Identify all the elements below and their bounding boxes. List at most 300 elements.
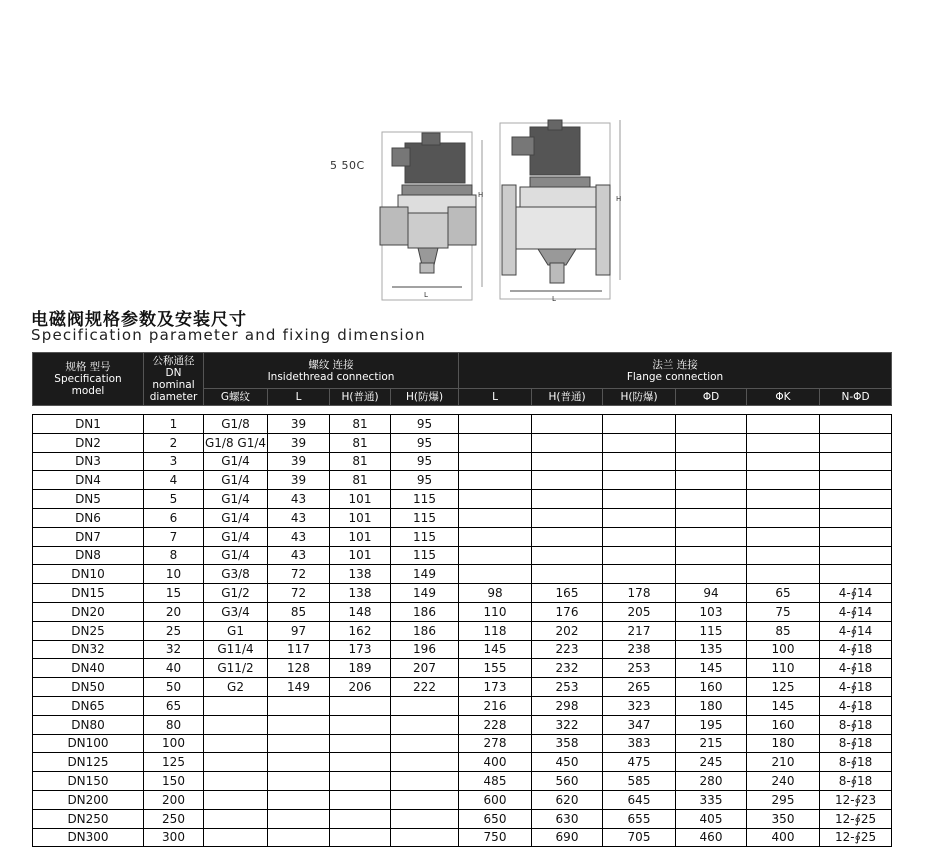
cell-phi-k bbox=[747, 527, 820, 546]
cell-thread-h-explosion-proof: 115 bbox=[391, 490, 459, 509]
cell-thread-h-normal: 173 bbox=[330, 640, 391, 659]
header-flange-l: L bbox=[459, 389, 532, 406]
cell-n-phi-d bbox=[820, 433, 892, 452]
cell-thread-l bbox=[268, 715, 330, 734]
cell-dn: 200 bbox=[144, 790, 204, 809]
cell-phi-d bbox=[676, 508, 747, 527]
header-phi-k: ΦK bbox=[747, 389, 820, 406]
cell-g-thread: G2 bbox=[204, 678, 268, 697]
cell-g-thread: G11/2 bbox=[204, 659, 268, 678]
cell-flange-h-explosion-proof bbox=[603, 546, 676, 565]
title-chinese: 电磁阀规格参数及安装尺寸 bbox=[31, 310, 247, 330]
cell-thread-h-normal: 81 bbox=[330, 433, 391, 452]
header-dn: 公称通径 DN nominal diameter bbox=[144, 353, 204, 406]
header-phi-d: ΦD bbox=[676, 389, 747, 406]
cell-thread-l bbox=[268, 809, 330, 828]
cell-phi-d: 335 bbox=[676, 790, 747, 809]
cell-g-thread: G1/4 bbox=[204, 490, 268, 509]
cell-flange-h-explosion-proof bbox=[603, 471, 676, 490]
cell-model: DN300 bbox=[33, 828, 144, 847]
cell-phi-d bbox=[676, 490, 747, 509]
cell-model: DN40 bbox=[33, 659, 144, 678]
cell-model: DN1 bbox=[33, 415, 144, 434]
cell-g-thread bbox=[204, 715, 268, 734]
cell-phi-k bbox=[747, 452, 820, 471]
cell-flange-h-explosion-proof: 645 bbox=[603, 790, 676, 809]
dimension-h-left: H bbox=[478, 191, 484, 199]
cell-thread-h-normal: 101 bbox=[330, 527, 391, 546]
cell-g-thread bbox=[204, 790, 268, 809]
cell-dn: 4 bbox=[144, 471, 204, 490]
cell-g-thread bbox=[204, 828, 268, 847]
cell-phi-d: 115 bbox=[676, 621, 747, 640]
cell-flange-l bbox=[459, 546, 532, 565]
cell-n-phi-d: 12-∮23 bbox=[820, 790, 892, 809]
table-row bbox=[33, 546, 892, 565]
cell-flange-h-explosion-proof: 383 bbox=[603, 734, 676, 753]
table-row bbox=[33, 527, 892, 546]
cell-flange-l: 216 bbox=[459, 696, 532, 715]
cell-g-thread: G1/4 bbox=[204, 546, 268, 565]
cell-dn: 65 bbox=[144, 696, 204, 715]
cell-flange-h-normal: 232 bbox=[532, 659, 603, 678]
cell-n-phi-d: 12-∮25 bbox=[820, 809, 892, 828]
cell-dn: 125 bbox=[144, 753, 204, 772]
cell-flange-h-explosion-proof: 655 bbox=[603, 809, 676, 828]
cell-n-phi-d: 8-∮18 bbox=[820, 772, 892, 791]
cell-g-thread bbox=[204, 772, 268, 791]
cell-thread-h-normal: 206 bbox=[330, 678, 391, 697]
cell-phi-k: 210 bbox=[747, 753, 820, 772]
cell-phi-k: 350 bbox=[747, 809, 820, 828]
cell-thread-h-explosion-proof: 115 bbox=[391, 527, 459, 546]
table-row bbox=[33, 471, 892, 490]
cell-flange-h-explosion-proof bbox=[603, 433, 676, 452]
cell-thread-h-normal bbox=[330, 696, 391, 715]
cell-model: DN2 bbox=[33, 433, 144, 452]
cell-thread-h-explosion-proof: 186 bbox=[391, 602, 459, 621]
cell-model: DN32 bbox=[33, 640, 144, 659]
cell-flange-h-normal: 450 bbox=[532, 753, 603, 772]
cell-thread-h-explosion-proof bbox=[391, 696, 459, 715]
cell-flange-h-normal: 298 bbox=[532, 696, 603, 715]
table-row bbox=[33, 640, 892, 659]
cell-thread-h-explosion-proof: 149 bbox=[391, 565, 459, 584]
cell-thread-l: 85 bbox=[268, 602, 330, 621]
table-row bbox=[33, 415, 892, 434]
cell-model: DN8 bbox=[33, 546, 144, 565]
table-row bbox=[33, 508, 892, 527]
cell-model: DN80 bbox=[33, 715, 144, 734]
cell-flange-l bbox=[459, 433, 532, 452]
cell-flange-h-normal bbox=[532, 565, 603, 584]
cell-n-phi-d bbox=[820, 546, 892, 565]
cell-flange-h-explosion-proof: 265 bbox=[603, 678, 676, 697]
table-row bbox=[33, 659, 892, 678]
cell-flange-h-normal bbox=[532, 490, 603, 509]
cell-thread-l: 72 bbox=[268, 584, 330, 603]
cell-phi-d: 94 bbox=[676, 584, 747, 603]
cell-thread-h-explosion-proof: 196 bbox=[391, 640, 459, 659]
cell-model: DN250 bbox=[33, 809, 144, 828]
cell-flange-h-explosion-proof: 217 bbox=[603, 621, 676, 640]
cell-flange-h-normal bbox=[532, 452, 603, 471]
cell-thread-l: 39 bbox=[268, 452, 330, 471]
cell-dn: 32 bbox=[144, 640, 204, 659]
cell-g-thread bbox=[204, 696, 268, 715]
title-english: Specification parameter and fixing dimension bbox=[31, 326, 426, 344]
cell-n-phi-d: 4-∮14 bbox=[820, 621, 892, 640]
cell-flange-l: 485 bbox=[459, 772, 532, 791]
table-row bbox=[33, 715, 892, 734]
cell-flange-l: 750 bbox=[459, 828, 532, 847]
cell-model: DN200 bbox=[33, 790, 144, 809]
cell-phi-k: 295 bbox=[747, 790, 820, 809]
header-model: 规格 型号 Specification model bbox=[33, 353, 144, 406]
cell-thread-h-normal bbox=[330, 753, 391, 772]
cell-flange-h-normal: 253 bbox=[532, 678, 603, 697]
cell-model: DN25 bbox=[33, 621, 144, 640]
cell-phi-k bbox=[747, 471, 820, 490]
cell-n-phi-d: 8-∮18 bbox=[820, 734, 892, 753]
cell-n-phi-d bbox=[820, 508, 892, 527]
cell-thread-h-normal bbox=[330, 809, 391, 828]
cell-flange-h-explosion-proof bbox=[603, 490, 676, 509]
cell-model: DN150 bbox=[33, 772, 144, 791]
cell-dn: 150 bbox=[144, 772, 204, 791]
header-g-thread: G螺纹 bbox=[204, 389, 268, 406]
cell-phi-k: 110 bbox=[747, 659, 820, 678]
cell-thread-l: 72 bbox=[268, 565, 330, 584]
cell-flange-h-normal: 630 bbox=[532, 809, 603, 828]
cell-flange-l bbox=[459, 565, 532, 584]
cell-phi-k: 125 bbox=[747, 678, 820, 697]
cell-model: DN15 bbox=[33, 584, 144, 603]
cell-phi-d: 405 bbox=[676, 809, 747, 828]
cell-model: DN65 bbox=[33, 696, 144, 715]
cell-n-phi-d: 4-∮18 bbox=[820, 640, 892, 659]
cell-g-thread bbox=[204, 734, 268, 753]
cell-flange-l bbox=[459, 415, 532, 434]
table-header bbox=[33, 353, 892, 406]
cell-g-thread: G1/4 bbox=[204, 527, 268, 546]
cell-flange-h-explosion-proof bbox=[603, 415, 676, 434]
cell-dn: 300 bbox=[144, 828, 204, 847]
header-thread-h-normal: H(普通) bbox=[330, 389, 391, 406]
cell-dn: 100 bbox=[144, 734, 204, 753]
cell-g-thread: G3/8 bbox=[204, 565, 268, 584]
cell-flange-h-normal bbox=[532, 527, 603, 546]
cell-flange-h-normal: 620 bbox=[532, 790, 603, 809]
cell-phi-d: 103 bbox=[676, 602, 747, 621]
cell-phi-k bbox=[747, 490, 820, 509]
cell-flange-h-normal: 690 bbox=[532, 828, 603, 847]
cell-flange-h-explosion-proof: 178 bbox=[603, 584, 676, 603]
cell-thread-h-normal: 148 bbox=[330, 602, 391, 621]
cell-g-thread: G3/4 bbox=[204, 602, 268, 621]
cell-g-thread bbox=[204, 809, 268, 828]
cell-dn: 10 bbox=[144, 565, 204, 584]
cell-flange-h-normal bbox=[532, 471, 603, 490]
cell-thread-h-normal: 101 bbox=[330, 490, 391, 509]
cell-model: DN5 bbox=[33, 490, 144, 509]
cell-n-phi-d bbox=[820, 452, 892, 471]
cell-flange-h-explosion-proof: 705 bbox=[603, 828, 676, 847]
cell-n-phi-d bbox=[820, 415, 892, 434]
table-row bbox=[33, 452, 892, 471]
cell-dn: 8 bbox=[144, 546, 204, 565]
cell-thread-h-explosion-proof bbox=[391, 772, 459, 791]
table-row bbox=[33, 790, 892, 809]
cell-phi-k: 145 bbox=[747, 696, 820, 715]
cell-thread-h-normal: 138 bbox=[330, 565, 391, 584]
cell-flange-l: 278 bbox=[459, 734, 532, 753]
cell-phi-d: 160 bbox=[676, 678, 747, 697]
cell-flange-h-normal bbox=[532, 546, 603, 565]
cell-model: DN125 bbox=[33, 753, 144, 772]
cell-n-phi-d: 4-∮18 bbox=[820, 696, 892, 715]
cell-flange-l bbox=[459, 508, 532, 527]
cell-phi-k: 85 bbox=[747, 621, 820, 640]
cell-flange-l: 650 bbox=[459, 809, 532, 828]
cell-dn: 2 bbox=[144, 433, 204, 452]
cell-flange-l bbox=[459, 527, 532, 546]
cell-thread-h-normal: 189 bbox=[330, 659, 391, 678]
cell-thread-l: 43 bbox=[268, 508, 330, 527]
cell-model: DN6 bbox=[33, 508, 144, 527]
cell-phi-k bbox=[747, 433, 820, 452]
cell-flange-l: 145 bbox=[459, 640, 532, 659]
cell-phi-k: 65 bbox=[747, 584, 820, 603]
header-thread-h-explosion-proof: H(防爆) bbox=[391, 389, 459, 406]
cell-phi-d bbox=[676, 527, 747, 546]
cell-thread-h-normal: 162 bbox=[330, 621, 391, 640]
header-flange-h-explosion-proof: H(防爆) bbox=[603, 389, 676, 406]
header-flange-h-normal: H(普通) bbox=[532, 389, 603, 406]
cell-model: DN10 bbox=[33, 565, 144, 584]
cell-flange-l bbox=[459, 490, 532, 509]
cell-flange-l: 173 bbox=[459, 678, 532, 697]
dimension-l-left: L bbox=[424, 291, 428, 299]
cell-thread-l bbox=[268, 696, 330, 715]
cell-n-phi-d: 4-∮18 bbox=[820, 678, 892, 697]
cell-phi-k: 100 bbox=[747, 640, 820, 659]
cell-dn: 20 bbox=[144, 602, 204, 621]
cell-flange-l bbox=[459, 471, 532, 490]
table-row bbox=[33, 678, 892, 697]
cell-thread-h-normal bbox=[330, 790, 391, 809]
cell-phi-d: 245 bbox=[676, 753, 747, 772]
header-flange-connection: 法兰 连接 Flange connection bbox=[459, 353, 892, 389]
cell-phi-d: 215 bbox=[676, 734, 747, 753]
valve-drawings bbox=[330, 115, 640, 305]
header-thread-l: L bbox=[268, 389, 330, 406]
cell-model: DN20 bbox=[33, 602, 144, 621]
cell-phi-d bbox=[676, 471, 747, 490]
cell-thread-l: 43 bbox=[268, 527, 330, 546]
cell-flange-h-normal: 165 bbox=[532, 584, 603, 603]
cell-flange-h-normal: 223 bbox=[532, 640, 603, 659]
cell-phi-k bbox=[747, 415, 820, 434]
cell-thread-l: 39 bbox=[268, 433, 330, 452]
cell-thread-h-normal: 138 bbox=[330, 584, 391, 603]
cell-g-thread: G11/4 bbox=[204, 640, 268, 659]
cell-phi-k bbox=[747, 546, 820, 565]
cell-phi-k bbox=[747, 508, 820, 527]
cell-phi-d: 280 bbox=[676, 772, 747, 791]
cell-phi-d: 180 bbox=[676, 696, 747, 715]
cell-thread-h-explosion-proof bbox=[391, 828, 459, 847]
cell-thread-l bbox=[268, 753, 330, 772]
solenoid-valve-drawings bbox=[330, 115, 640, 305]
header-n-phi-d: N-ΦD bbox=[820, 389, 892, 406]
cell-n-phi-d: 8-∮18 bbox=[820, 753, 892, 772]
cell-thread-l: 39 bbox=[268, 471, 330, 490]
cell-thread-l bbox=[268, 772, 330, 791]
cell-thread-l: 43 bbox=[268, 546, 330, 565]
cell-thread-l bbox=[268, 828, 330, 847]
cell-thread-h-explosion-proof: 95 bbox=[391, 452, 459, 471]
cell-thread-h-explosion-proof: 95 bbox=[391, 415, 459, 434]
cell-thread-h-normal: 101 bbox=[330, 546, 391, 565]
cell-thread-h-normal bbox=[330, 715, 391, 734]
table-row bbox=[33, 753, 892, 772]
cell-dn: 5 bbox=[144, 490, 204, 509]
cell-phi-k: 180 bbox=[747, 734, 820, 753]
cell-thread-h-explosion-proof: 222 bbox=[391, 678, 459, 697]
cell-flange-h-explosion-proof bbox=[603, 508, 676, 527]
cell-dn: 1 bbox=[144, 415, 204, 434]
cell-flange-h-explosion-proof: 347 bbox=[603, 715, 676, 734]
cell-thread-l: 128 bbox=[268, 659, 330, 678]
table-spacer bbox=[33, 406, 892, 415]
cell-flange-h-normal bbox=[532, 433, 603, 452]
cell-thread-h-explosion-proof: 95 bbox=[391, 433, 459, 452]
cell-flange-h-explosion-proof: 205 bbox=[603, 602, 676, 621]
cell-g-thread: G1/4 bbox=[204, 471, 268, 490]
cell-thread-h-normal: 81 bbox=[330, 415, 391, 434]
cell-g-thread: G1/4 bbox=[204, 508, 268, 527]
cell-thread-l: 117 bbox=[268, 640, 330, 659]
cell-thread-h-normal bbox=[330, 772, 391, 791]
cell-thread-l: 97 bbox=[268, 621, 330, 640]
cell-phi-d: 460 bbox=[676, 828, 747, 847]
cell-thread-l bbox=[268, 790, 330, 809]
cell-dn: 7 bbox=[144, 527, 204, 546]
cell-phi-k: 160 bbox=[747, 715, 820, 734]
threaded-valve-drawing bbox=[380, 132, 482, 300]
table-row bbox=[33, 490, 892, 509]
cell-g-thread: G1/4 bbox=[204, 452, 268, 471]
cell-n-phi-d bbox=[820, 490, 892, 509]
cell-phi-d bbox=[676, 452, 747, 471]
cell-phi-d bbox=[676, 433, 747, 452]
cell-thread-h-explosion-proof: 186 bbox=[391, 621, 459, 640]
cell-flange-h-explosion-proof: 585 bbox=[603, 772, 676, 791]
cell-thread-l: 43 bbox=[268, 490, 330, 509]
cell-thread-h-normal bbox=[330, 828, 391, 847]
cell-thread-l: 149 bbox=[268, 678, 330, 697]
cell-flange-h-normal bbox=[532, 508, 603, 527]
cell-thread-h-explosion-proof bbox=[391, 715, 459, 734]
cell-dn: 250 bbox=[144, 809, 204, 828]
cell-flange-h-explosion-proof: 238 bbox=[603, 640, 676, 659]
cell-phi-d: 145 bbox=[676, 659, 747, 678]
cell-g-thread: G1/2 bbox=[204, 584, 268, 603]
cell-thread-h-explosion-proof: 207 bbox=[391, 659, 459, 678]
table-row bbox=[33, 809, 892, 828]
cell-thread-h-explosion-proof: 95 bbox=[391, 471, 459, 490]
cell-flange-l bbox=[459, 452, 532, 471]
cell-phi-d bbox=[676, 546, 747, 565]
table-row bbox=[33, 696, 892, 715]
table-row bbox=[33, 734, 892, 753]
cell-thread-h-normal: 81 bbox=[330, 471, 391, 490]
cell-dn: 3 bbox=[144, 452, 204, 471]
cell-flange-h-explosion-proof bbox=[603, 565, 676, 584]
header-thread-connection: 螺纹 连接 Insidethread connection bbox=[204, 353, 459, 389]
cell-phi-k: 400 bbox=[747, 828, 820, 847]
cell-thread-h-explosion-proof bbox=[391, 753, 459, 772]
table-row bbox=[33, 621, 892, 640]
cell-dn: 80 bbox=[144, 715, 204, 734]
cell-phi-d: 135 bbox=[676, 640, 747, 659]
table-row bbox=[33, 433, 892, 452]
table-row bbox=[33, 565, 892, 584]
cell-thread-l: 39 bbox=[268, 415, 330, 434]
cell-thread-l bbox=[268, 734, 330, 753]
cell-phi-d bbox=[676, 565, 747, 584]
cell-flange-h-explosion-proof: 475 bbox=[603, 753, 676, 772]
cell-n-phi-d bbox=[820, 565, 892, 584]
cell-thread-h-normal: 81 bbox=[330, 452, 391, 471]
cell-thread-h-explosion-proof: 115 bbox=[391, 546, 459, 565]
flanged-valve-drawing bbox=[500, 120, 620, 299]
cell-flange-l: 98 bbox=[459, 584, 532, 603]
cell-flange-l: 110 bbox=[459, 602, 532, 621]
cell-flange-l: 118 bbox=[459, 621, 532, 640]
cell-phi-k: 75 bbox=[747, 602, 820, 621]
cell-flange-h-explosion-proof: 253 bbox=[603, 659, 676, 678]
cell-n-phi-d: 12-∮25 bbox=[820, 828, 892, 847]
cell-n-phi-d bbox=[820, 471, 892, 490]
cell-thread-h-explosion-proof: 149 bbox=[391, 584, 459, 603]
cell-phi-d: 195 bbox=[676, 715, 747, 734]
cell-flange-h-normal: 322 bbox=[532, 715, 603, 734]
cell-thread-h-explosion-proof bbox=[391, 809, 459, 828]
cell-thread-h-explosion-proof bbox=[391, 734, 459, 753]
table-row bbox=[33, 828, 892, 847]
table-row bbox=[33, 584, 892, 603]
cell-model: DN4 bbox=[33, 471, 144, 490]
cell-phi-k bbox=[747, 565, 820, 584]
cell-dn: 6 bbox=[144, 508, 204, 527]
cell-dn: 15 bbox=[144, 584, 204, 603]
cell-n-phi-d: 8-∮18 bbox=[820, 715, 892, 734]
table-row bbox=[33, 772, 892, 791]
cell-flange-l: 600 bbox=[459, 790, 532, 809]
cell-flange-h-normal: 358 bbox=[532, 734, 603, 753]
cell-flange-h-explosion-proof bbox=[603, 527, 676, 546]
cell-flange-h-normal: 560 bbox=[532, 772, 603, 791]
cell-n-phi-d: 4-∮14 bbox=[820, 584, 892, 603]
cell-flange-l: 155 bbox=[459, 659, 532, 678]
cell-n-phi-d: 4-∮14 bbox=[820, 602, 892, 621]
cell-dn: 40 bbox=[144, 659, 204, 678]
cell-flange-h-normal: 202 bbox=[532, 621, 603, 640]
table-body bbox=[33, 415, 892, 847]
cell-g-thread: G1/8 G1/4 bbox=[204, 433, 268, 452]
